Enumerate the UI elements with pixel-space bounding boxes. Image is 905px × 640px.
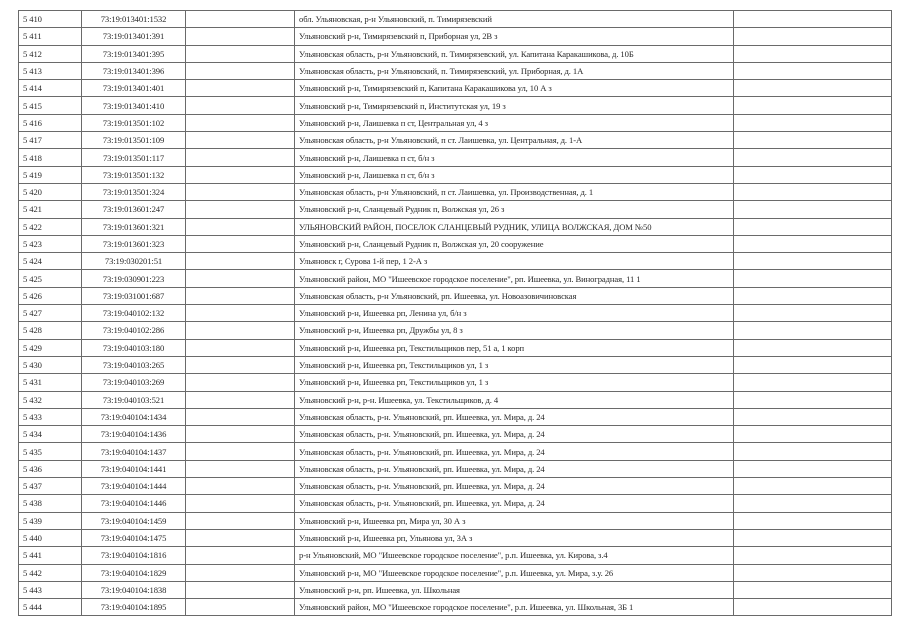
row-number: 5 410 — [19, 11, 82, 28]
empty-cell — [734, 391, 892, 408]
empty-cell — [734, 166, 892, 183]
address: УЛЬЯНОВСКИЙ РАЙОН, ПОСЕЛОК СЛАНЦЕВЫЙ РУДНИК, УЛИЦА ВОЛЖСКАЯ, ДОМ №50 — [295, 218, 734, 235]
empty-cell — [186, 374, 295, 391]
cadastral-number: 73:19:013501:117 — [82, 149, 186, 166]
empty-cell — [734, 218, 892, 235]
empty-cell — [186, 183, 295, 200]
table-row — [19, 253, 892, 270]
empty-cell — [734, 599, 892, 616]
table-row — [19, 132, 892, 149]
cadastral-number: 73:19:013401:391 — [82, 28, 186, 45]
table-row — [19, 305, 892, 322]
empty-cell — [734, 132, 892, 149]
row-number: 5 419 — [19, 166, 82, 183]
cadastral-number: 73:19:040103:265 — [82, 356, 186, 373]
table-row — [19, 512, 892, 529]
address: Ульяновская область, р-н Ульяновский, п ст. Лаишевка, ул. Центральная, д. 1-А — [295, 132, 734, 149]
cadastral-number: 73:19:013601:247 — [82, 201, 186, 218]
address: р-н Ульяновский, МО "Ишеевское городское поселение", р.п. Ишеевка, ул. Кирова, з.4 — [295, 547, 734, 564]
empty-cell — [186, 97, 295, 114]
table-row — [19, 322, 892, 339]
empty-cell — [734, 460, 892, 477]
table-row — [19, 460, 892, 477]
empty-cell — [186, 408, 295, 425]
property-table — [18, 10, 892, 616]
address: Ульяновский р-н, Тимирязевский п, Приборная ул, 2В з — [295, 28, 734, 45]
empty-cell — [186, 114, 295, 131]
empty-cell — [734, 512, 892, 529]
table-row — [19, 28, 892, 45]
cadastral-number: 73:19:013401:1532 — [82, 11, 186, 28]
cadastral-number: 73:19:040104:1434 — [82, 408, 186, 425]
address: Ульяновская область, р-н. Ульяновский, рп. Ишеевка, ул. Мира, д. 24 — [295, 478, 734, 495]
empty-cell — [186, 547, 295, 564]
table-row — [19, 149, 892, 166]
table-row — [19, 62, 892, 79]
empty-cell — [186, 28, 295, 45]
address: Ульяновский район, МО "Ишеевское городское поселение", р.п. Ишеевка, ул. Школьная, 3Б 1 — [295, 599, 734, 616]
table-row — [19, 114, 892, 131]
empty-cell — [734, 149, 892, 166]
empty-cell — [186, 149, 295, 166]
row-number: 5 422 — [19, 218, 82, 235]
row-number: 5 413 — [19, 62, 82, 79]
empty-cell — [186, 62, 295, 79]
address: Ульяновская область, р-н Ульяновский, п ст. Лаишевка, ул. Производственная, д. 1 — [295, 183, 734, 200]
empty-cell — [734, 62, 892, 79]
row-number: 5 427 — [19, 305, 82, 322]
table-row — [19, 235, 892, 252]
address: Ульяновская область, р-н Ульяновский, рп. Ишеевка, ул. Новоазовичиновская — [295, 287, 734, 304]
row-number: 5 424 — [19, 253, 82, 270]
table-row — [19, 426, 892, 443]
empty-cell — [186, 80, 295, 97]
empty-cell — [734, 45, 892, 62]
address: Ульяновский р-н, Ишеевка рп, Текстильщиков ул, 1 з — [295, 374, 734, 391]
row-number: 5 429 — [19, 339, 82, 356]
table-row — [19, 45, 892, 62]
empty-cell — [186, 322, 295, 339]
empty-cell — [734, 564, 892, 581]
empty-cell — [734, 529, 892, 546]
row-number: 5 418 — [19, 149, 82, 166]
address: Ульяновский р-н, Лаишевка п ст, б/н з — [295, 166, 734, 183]
address: Ульяновский р-н, Лаишевка п ст, Центральная ул, 4 з — [295, 114, 734, 131]
address: Ульяновский р-н, Лаишевка п ст, б/н з — [295, 149, 734, 166]
table-row — [19, 356, 892, 373]
table-row — [19, 218, 892, 235]
cadastral-number: 73:19:040104:1475 — [82, 529, 186, 546]
empty-cell — [734, 11, 892, 28]
cadastral-number: 73:19:013401:396 — [82, 62, 186, 79]
cadastral-number: 73:19:040104:1444 — [82, 478, 186, 495]
document-page — [18, 10, 892, 616]
cadastral-number: 73:19:013401:395 — [82, 45, 186, 62]
table-row — [19, 287, 892, 304]
empty-cell — [186, 201, 295, 218]
empty-cell — [734, 270, 892, 287]
empty-cell — [186, 235, 295, 252]
address: Ульяновская область, р-н. Ульяновский, рп. Ишеевка, ул. Мира, д. 24 — [295, 426, 734, 443]
row-number: 5 417 — [19, 132, 82, 149]
table-row — [19, 339, 892, 356]
empty-cell — [186, 529, 295, 546]
table-row — [19, 547, 892, 564]
table-row — [19, 581, 892, 598]
address: Ульяновский р-н, р-н. Ишеевка, ул. Текстильщиков, д. 4 — [295, 391, 734, 408]
row-number: 5 411 — [19, 28, 82, 45]
cadastral-number: 73:19:040104:1829 — [82, 564, 186, 581]
row-number: 5 412 — [19, 45, 82, 62]
empty-cell — [734, 305, 892, 322]
empty-cell — [734, 408, 892, 425]
table-row — [19, 529, 892, 546]
address: Ульяновский район, МО "Ишеевское городское поселение", рп. Ишеевка, ул. Виноградная, 11 1 — [295, 270, 734, 287]
address: Ульяновская область, р-н. Ульяновский, рп. Ишеевка, ул. Мира, д. 24 — [295, 408, 734, 425]
empty-cell — [734, 374, 892, 391]
address: Ульяновский р-н, Ишеевка рп, Дружбы ул, 8 з — [295, 322, 734, 339]
cadastral-number: 73:19:040104:1459 — [82, 512, 186, 529]
address: Ульяновская область, р-н. Ульяновский, рп. Ишеевка, ул. Мира, д. 24 — [295, 443, 734, 460]
address: Ульяновский р-н, Ишеевка рп, Мира ул, 30 А з — [295, 512, 734, 529]
empty-cell — [186, 581, 295, 598]
table-row — [19, 183, 892, 200]
table-row — [19, 564, 892, 581]
cadastral-number: 73:19:013501:132 — [82, 166, 186, 183]
empty-cell — [734, 443, 892, 460]
address: Ульяновский р-н, рп. Ишеевка, ул. Школьная — [295, 581, 734, 598]
table-row — [19, 201, 892, 218]
empty-cell — [186, 45, 295, 62]
row-number: 5 443 — [19, 581, 82, 598]
table-row — [19, 599, 892, 616]
empty-cell — [186, 270, 295, 287]
table-row — [19, 408, 892, 425]
cadastral-number: 73:19:040103:521 — [82, 391, 186, 408]
empty-cell — [734, 478, 892, 495]
table-body — [19, 11, 892, 616]
empty-cell — [186, 166, 295, 183]
address: Ульяновский р-н, Тимирязевский п, Институтская ул, 19 з — [295, 97, 734, 114]
empty-cell — [186, 426, 295, 443]
empty-cell — [734, 581, 892, 598]
row-number: 5 431 — [19, 374, 82, 391]
empty-cell — [186, 478, 295, 495]
cadastral-number: 73:19:040103:180 — [82, 339, 186, 356]
empty-cell — [734, 547, 892, 564]
address: Ульяновский р-н, Ишеевка рп, Ульянова ул, 3А з — [295, 529, 734, 546]
row-number: 5 433 — [19, 408, 82, 425]
row-number: 5 426 — [19, 287, 82, 304]
row-number: 5 439 — [19, 512, 82, 529]
empty-cell — [186, 460, 295, 477]
address: Ульяновский р-н, Сланцевый Рудник п, Волжская ул, 26 з — [295, 201, 734, 218]
cadastral-number: 73:19:013401:401 — [82, 80, 186, 97]
row-number: 5 438 — [19, 495, 82, 512]
address: Ульяновский р-н, Тимирязевский п, Капитана Каракашикова ул, 10 А з — [295, 80, 734, 97]
address: Ульяновск г, Сурова 1-й пер, 1 2-А з — [295, 253, 734, 270]
cadastral-number: 73:19:031001:687 — [82, 287, 186, 304]
row-number: 5 444 — [19, 599, 82, 616]
cadastral-number: 73:19:040104:1436 — [82, 426, 186, 443]
empty-cell — [186, 11, 295, 28]
cadastral-number: 73:19:040102:132 — [82, 305, 186, 322]
empty-cell — [186, 564, 295, 581]
table-row — [19, 97, 892, 114]
cadastral-number: 73:19:013501:324 — [82, 183, 186, 200]
row-number: 5 440 — [19, 529, 82, 546]
cadastral-number: 73:19:030201:51 — [82, 253, 186, 270]
table-row — [19, 166, 892, 183]
empty-cell — [186, 512, 295, 529]
cadastral-number: 73:19:013601:323 — [82, 235, 186, 252]
address: Ульяновская область, р-н. Ульяновский, рп. Ишеевка, ул. Мира, д. 24 — [295, 460, 734, 477]
empty-cell — [734, 97, 892, 114]
table-row — [19, 11, 892, 28]
empty-cell — [186, 287, 295, 304]
empty-cell — [186, 218, 295, 235]
row-number: 5 437 — [19, 478, 82, 495]
empty-cell — [186, 443, 295, 460]
cadastral-number: 73:19:013501:109 — [82, 132, 186, 149]
address: Ульяновский р-н, Ишеевка рп, Текстильщиков ул, 1 з — [295, 356, 734, 373]
empty-cell — [734, 235, 892, 252]
empty-cell — [734, 495, 892, 512]
row-number: 5 435 — [19, 443, 82, 460]
row-number: 5 416 — [19, 114, 82, 131]
address: Ульяновский р-н, Ишеевка рп, Текстильщиков пер, 51 а, 1 корп — [295, 339, 734, 356]
cadastral-number: 73:19:040104:1895 — [82, 599, 186, 616]
address: обл. Ульяновская, р-н Ульяновский, п. Тимирязевский — [295, 11, 734, 28]
cadastral-number: 73:19:013501:102 — [82, 114, 186, 131]
cadastral-number: 73:19:013401:410 — [82, 97, 186, 114]
table-row — [19, 80, 892, 97]
table-row — [19, 478, 892, 495]
cadastral-number: 73:19:040104:1838 — [82, 581, 186, 598]
row-number: 5 414 — [19, 80, 82, 97]
empty-cell — [186, 305, 295, 322]
cadastral-number: 73:19:040102:286 — [82, 322, 186, 339]
row-number: 5 428 — [19, 322, 82, 339]
empty-cell — [734, 183, 892, 200]
row-number: 5 415 — [19, 97, 82, 114]
cadastral-number: 73:19:040104:1446 — [82, 495, 186, 512]
empty-cell — [734, 80, 892, 97]
row-number: 5 425 — [19, 270, 82, 287]
empty-cell — [186, 391, 295, 408]
empty-cell — [734, 426, 892, 443]
empty-cell — [734, 287, 892, 304]
row-number: 5 432 — [19, 391, 82, 408]
empty-cell — [186, 356, 295, 373]
empty-cell — [186, 495, 295, 512]
empty-cell — [734, 356, 892, 373]
empty-cell — [734, 28, 892, 45]
row-number: 5 421 — [19, 201, 82, 218]
row-number: 5 430 — [19, 356, 82, 373]
table-row — [19, 270, 892, 287]
empty-cell — [734, 114, 892, 131]
cadastral-number: 73:19:013601:321 — [82, 218, 186, 235]
empty-cell — [186, 253, 295, 270]
row-number: 5 423 — [19, 235, 82, 252]
empty-cell — [186, 339, 295, 356]
row-number: 5 441 — [19, 547, 82, 564]
address: Ульяновская область, р-н Ульяновский, п. Тимирязевский, ул. Капитана Каракашикова, д. 10Б — [295, 45, 734, 62]
empty-cell — [734, 322, 892, 339]
address: Ульяновский р-н, Ишеевка рп, Ленина ул, б/н з — [295, 305, 734, 322]
empty-cell — [186, 132, 295, 149]
cadastral-number: 73:19:040104:1816 — [82, 547, 186, 564]
cadastral-number: 73:19:040104:1441 — [82, 460, 186, 477]
row-number: 5 442 — [19, 564, 82, 581]
address: Ульяновский р-н, МО "Ишеевское городское поселение", р.п. Ишеевка, ул. Мира, з.у. 26 — [295, 564, 734, 581]
row-number: 5 436 — [19, 460, 82, 477]
table-row — [19, 443, 892, 460]
address: Ульяновская область, р-н. Ульяновский, рп. Ишеевка, ул. Мира, д. 24 — [295, 495, 734, 512]
row-number: 5 420 — [19, 183, 82, 200]
row-number: 5 434 — [19, 426, 82, 443]
table-row — [19, 374, 892, 391]
empty-cell — [734, 339, 892, 356]
cadastral-number: 73:19:030901:223 — [82, 270, 186, 287]
cadastral-number: 73:19:040104:1437 — [82, 443, 186, 460]
empty-cell — [186, 599, 295, 616]
empty-cell — [734, 253, 892, 270]
table-row — [19, 391, 892, 408]
address: Ульяновский р-н, Сланцевый Рудник п, Волжская ул, 20 сооружение — [295, 235, 734, 252]
address: Ульяновская область, р-н Ульяновский, п. Тимирязевский, ул. Приборная, д. 1А — [295, 62, 734, 79]
table-row — [19, 495, 892, 512]
cadastral-number: 73:19:040103:269 — [82, 374, 186, 391]
empty-cell — [734, 201, 892, 218]
